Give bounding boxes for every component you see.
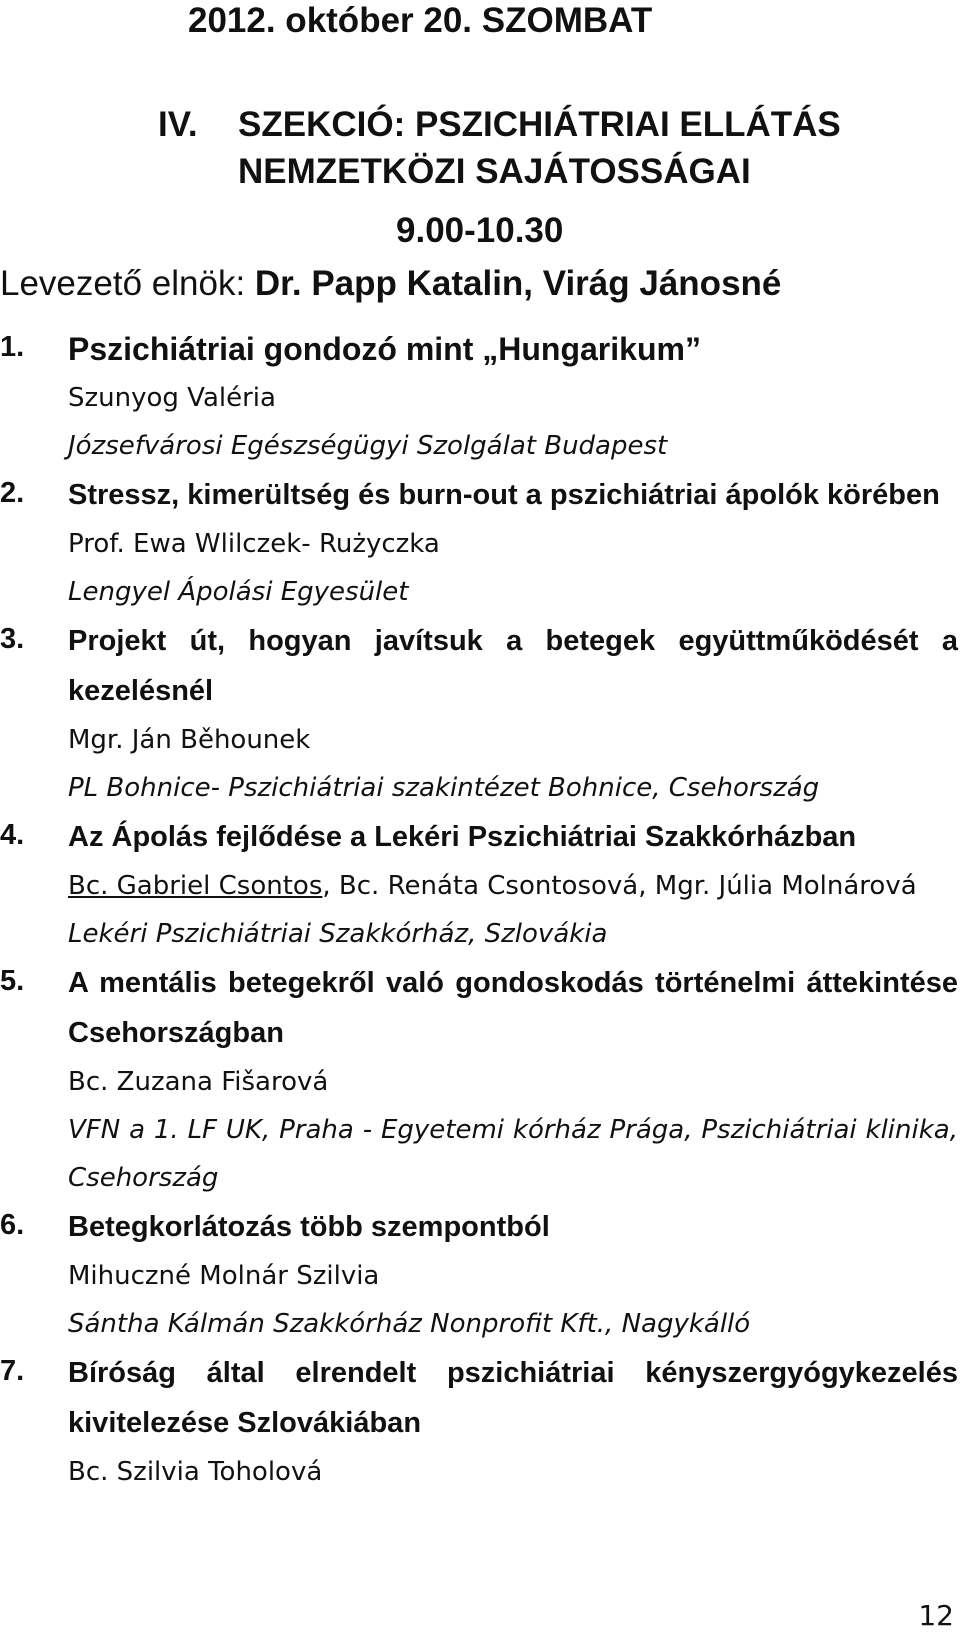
item-number: 7.	[0, 1355, 25, 1387]
item-authors: Szunyog Valéria	[68, 383, 276, 413]
chair-names: Dr. Papp Katalin, Virág Jánosné	[254, 264, 782, 303]
item-number: 2.	[0, 477, 25, 509]
item-authors: Mihuczné Molnár Szilvia	[68, 1261, 380, 1291]
item-number: 4.	[0, 819, 25, 851]
item-title: Az Ápolás fejlődése a Lekéri Pszichiátriai Szakkórházban	[68, 821, 857, 853]
item-number: 6.	[0, 1209, 25, 1241]
presenting-author: Bc. Gabriel Csontos	[68, 871, 323, 901]
item-institution: Lengyel Ápolási Egyesület	[68, 577, 409, 607]
item-authors: Bc. Zuzana Fišarová	[68, 1067, 329, 1097]
chair-line	[0, 263, 781, 305]
chair-label: Levezető elnök:	[0, 264, 246, 303]
item-title: Bíróság által elrendelt pszichiátriai kényszergyógykezelés kivitelezése Szlovákiában	[68, 1357, 958, 1439]
item-number: 3.	[0, 623, 25, 655]
section-title-line2: NEMZETKÖZI SAJÁTOSSÁGAI	[238, 152, 751, 191]
page-number: 12	[918, 1599, 954, 1632]
section-heading	[158, 104, 841, 146]
item-title: A mentális betegekről való gondoskodás történelmi áttekintése Csehországban	[68, 967, 958, 1049]
item-institution: Lekéri Pszichiátriai Szakkórház, Szlovákia	[68, 919, 608, 949]
agenda-item-1	[0, 324, 960, 470]
co-authors: , Bc. Renáta Csontosová, Mgr. Júlia Molnárová	[322, 871, 917, 901]
item-institution: PL Bohnice- Pszichiátriai szakintézet Bohnice, Csehország	[68, 773, 820, 803]
item-authors	[68, 862, 960, 910]
agenda-item-3	[0, 616, 960, 812]
section-time: 9.00-10.30	[396, 211, 564, 250]
item-authors: Mgr. Ján Běhounek	[68, 725, 311, 755]
agenda-item-2	[0, 470, 960, 616]
item-number: 1.	[0, 331, 25, 363]
date-heading: 2012. október 20. SZOMBAT	[188, 1, 653, 40]
agenda-item-4	[0, 812, 960, 958]
item-institution: Sántha Kálmán Szakkórház Nonprofit Kft., Nagykálló	[68, 1309, 751, 1339]
item-authors: Prof. Ewa Wlilczek- Rużyczka	[68, 529, 440, 559]
item-authors: Bc. Szilvia Toholová	[68, 1457, 323, 1487]
agenda-item-6	[0, 1202, 960, 1348]
item-title: Betegkorlátozás több szempontból	[68, 1211, 550, 1243]
agenda-item-7	[0, 1348, 960, 1496]
item-title: Projekt út, hogyan javítsuk a betegek együttműködését a kezelésnél	[68, 625, 958, 707]
item-title: Pszichiátriai gondozó mint „Hungarikum”	[68, 331, 701, 367]
item-title: Stressz, kimerültség és burn-out a pszichiátriai ápolók körében	[68, 479, 940, 511]
item-number: 5.	[0, 965, 25, 997]
item-institution: Józsefvárosi Egészségügyi Szolgálat Budapest	[68, 431, 668, 461]
agenda-list	[0, 324, 960, 1496]
item-institution: VFN a 1. LF UK, Praha - Egyetemi kórház Prága, Pszichiátriai klinika, Csehország	[68, 1115, 958, 1193]
section-title-line1: SZEKCIÓ: PSZICHIÁTRIAI ELLÁTÁS	[238, 105, 841, 144]
agenda-item-5	[0, 958, 960, 1202]
section-number: IV.	[158, 105, 198, 144]
